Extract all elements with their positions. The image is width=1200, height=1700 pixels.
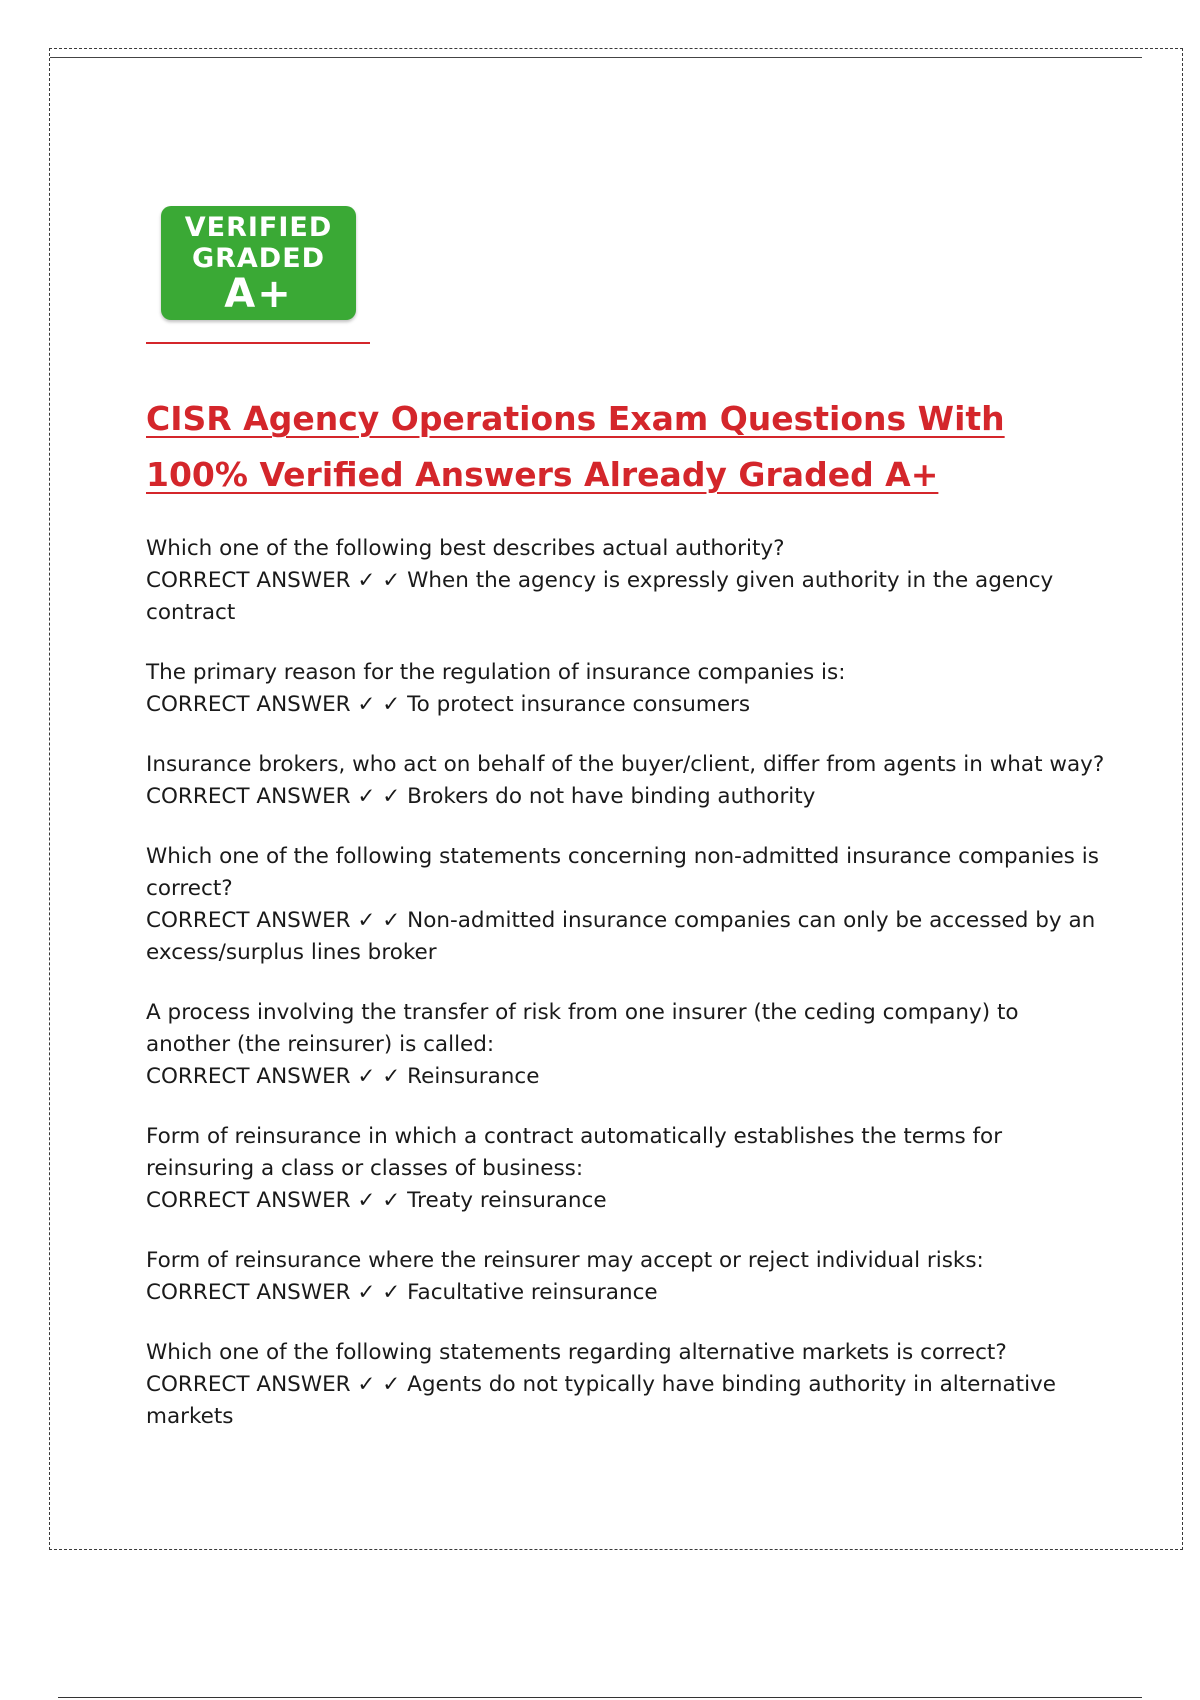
top-rule bbox=[50, 57, 1142, 58]
question-text: Which one of the following statements concerning non-admitted insurance companies is correct? bbox=[146, 844, 1099, 901]
qa-item bbox=[146, 1121, 1106, 1217]
question-text: Form of reinsurance in which a contract automatically establishes the terms for reinsuring a class or classes of business: bbox=[146, 1124, 1003, 1181]
answer-text: CORRECT ANSWER ✓ ✓ Treaty reinsurance bbox=[146, 1188, 607, 1213]
answer-text: CORRECT ANSWER ✓ ✓ Brokers do not have binding authority bbox=[146, 784, 816, 809]
qa-item bbox=[146, 1245, 1106, 1309]
qa-item bbox=[146, 749, 1106, 813]
qa-item bbox=[146, 533, 1106, 629]
answer-text: CORRECT ANSWER ✓ ✓ When the agency is expressly given authority in the agency contract bbox=[146, 568, 1054, 625]
answer-text: CORRECT ANSWER ✓ ✓ To protect insurance consumers bbox=[146, 692, 751, 717]
question-text: Insurance brokers, who act on behalf of the buyer/client, differ from agents in what way? bbox=[146, 752, 1105, 777]
answer-text: CORRECT ANSWER ✓ ✓ Reinsurance bbox=[146, 1064, 540, 1089]
verified-graded-badge bbox=[161, 206, 356, 320]
answer-text: CORRECT ANSWER ✓ ✓ Facultative reinsurance bbox=[146, 1280, 658, 1305]
qa-item bbox=[146, 657, 1106, 721]
qa-item bbox=[146, 997, 1106, 1093]
qa-list bbox=[146, 533, 1106, 1461]
question-text: Form of reinsurance where the reinsurer may accept or reject individual risks: bbox=[146, 1248, 984, 1273]
qa-item bbox=[146, 841, 1106, 969]
badge-line-graded: GRADED bbox=[191, 243, 326, 274]
question-text: A process involving the transfer of risk from one insurer (the ceding company) to another (the reinsurer) is called: bbox=[146, 1000, 1019, 1057]
question-text: Which one of the following statements regarding alternative markets is correct? bbox=[146, 1340, 1007, 1365]
document-title: CISR Agency Operations Exam Questions With 100% Verified Answers Already Graded A+ bbox=[146, 399, 1005, 494]
answer-text: CORRECT ANSWER ✓ ✓ Agents do not typically have binding authority in alternative markets bbox=[146, 1372, 1056, 1429]
question-text: The primary reason for the regulation of insurance companies is: bbox=[146, 660, 846, 685]
qa-item bbox=[146, 1337, 1106, 1433]
answer-text: CORRECT ANSWER ✓ ✓ Non-admitted insurance companies can only be accessed by an excess/surplus lines broker bbox=[146, 908, 1096, 965]
badge-grade: A+ bbox=[224, 271, 293, 317]
badge-underline bbox=[146, 342, 370, 344]
question-text: Which one of the following best describes actual authority? bbox=[146, 536, 785, 561]
badge-line-verified: VERIFIED bbox=[184, 212, 333, 243]
bottom-rule bbox=[58, 1697, 1142, 1698]
